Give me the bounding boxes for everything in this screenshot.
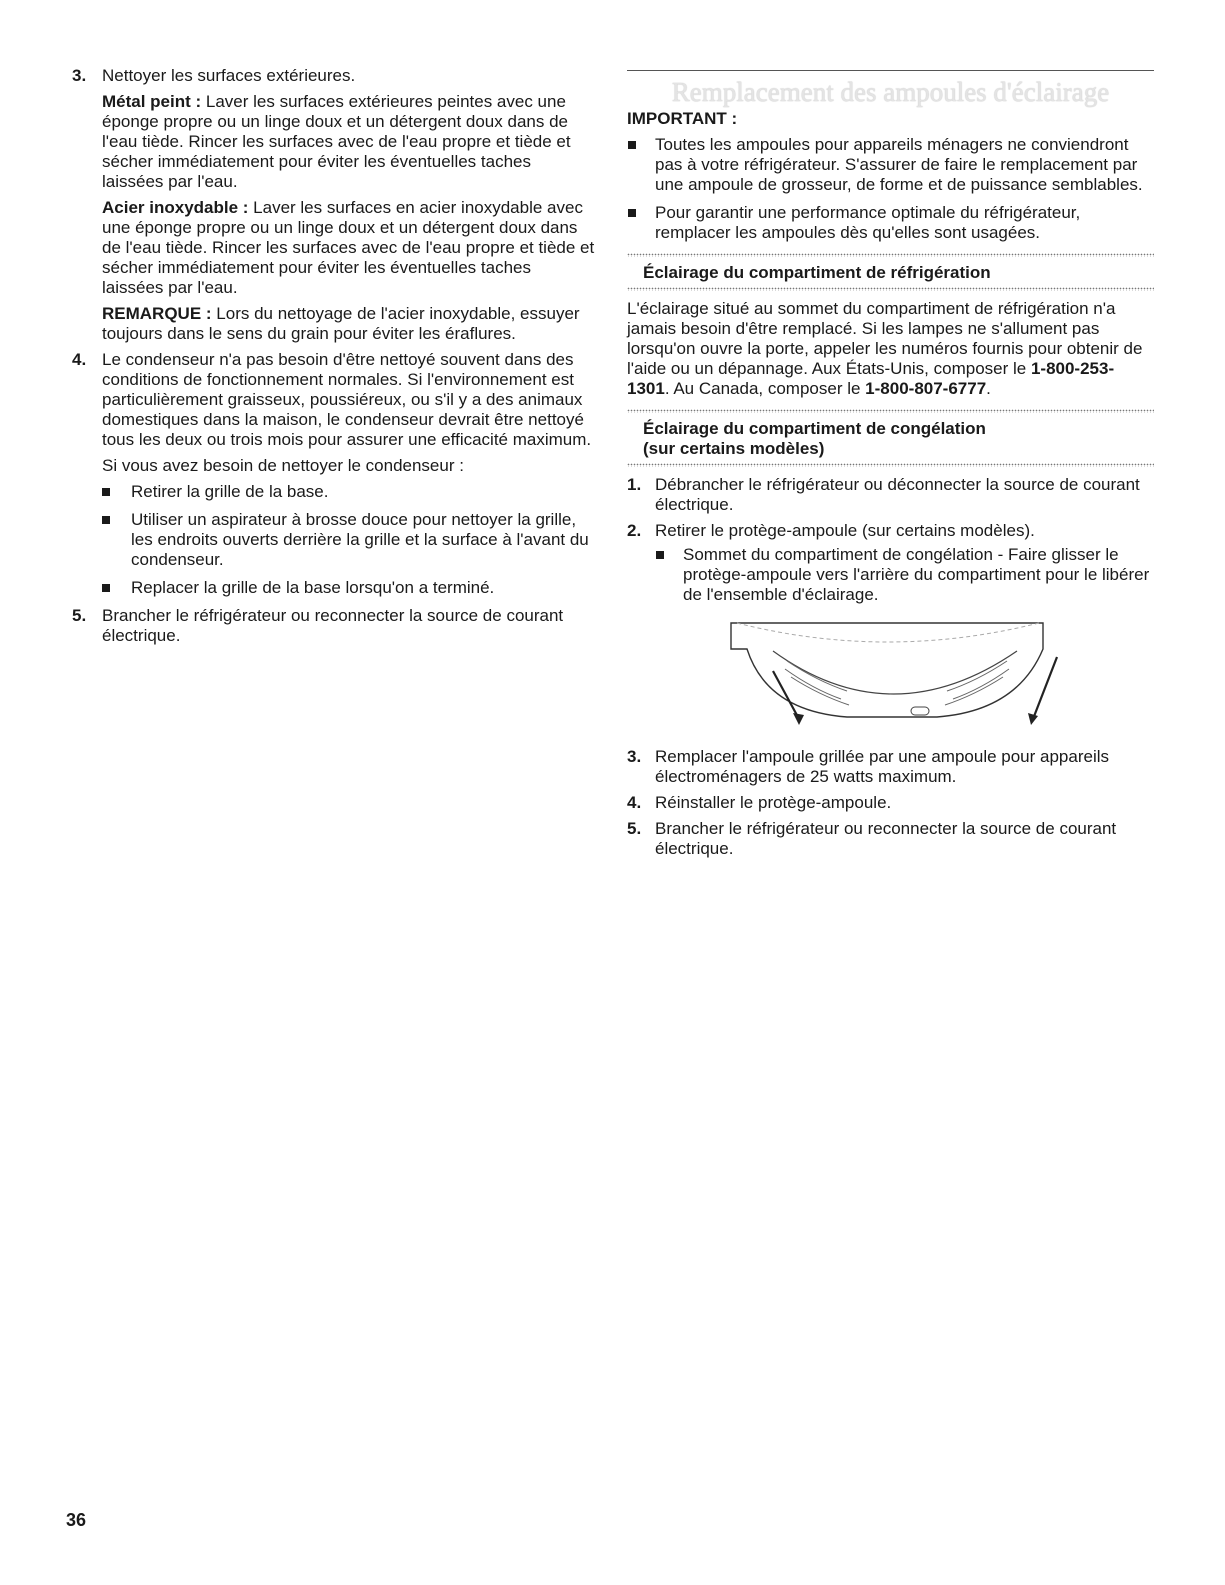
step-3 — [66, 66, 596, 344]
step-number: 1. — [627, 475, 642, 494]
important-label: IMPORTANT : — [627, 109, 738, 128]
dotted-divider — [627, 463, 1154, 467]
step-text: Remplacer l'ampoule grillée par une ampoule pour appareils électroménagers de 25 watts maximum. — [655, 747, 1110, 786]
left-column — [66, 66, 596, 652]
section-title: Remplacement des ampoules d'éclairage — [671, 77, 1110, 107]
bulb-steps — [627, 475, 1154, 859]
step-text: Retirer le protège-ampoule (sur certains modèles). — [655, 521, 1035, 540]
list-item-text: Toutes les ampoules pour appareils ménagers ne conviendront pas à votre réfrigérateur. S'assurer de faire le remplacement par une ampoule de grosseur, de forme et de puissance semblables. — [655, 135, 1143, 194]
important-bullets — [627, 135, 1154, 243]
list-item — [102, 510, 596, 570]
step-2 — [627, 521, 1154, 729]
step-1 — [627, 475, 1154, 515]
dotted-divider — [627, 253, 1154, 257]
step-5 — [66, 606, 596, 646]
square-bullet-icon — [102, 488, 110, 496]
list-item — [102, 578, 596, 598]
square-bullet-icon — [628, 209, 636, 217]
list-item — [627, 203, 1154, 243]
fridge-text: . Au Canada, composer le — [664, 379, 866, 398]
stainless-paragraph — [102, 198, 596, 298]
step-subtext: Si vous avez besoin de nettoyer le condenseur : — [102, 456, 464, 475]
painted-metal-label: Métal peint : — [102, 92, 202, 111]
painted-metal-paragraph — [102, 92, 596, 192]
step-number: 4. — [72, 350, 87, 369]
page-number: 36 — [66, 1510, 87, 1530]
list-item-text: Sommet du compartiment de congélation - Faire glisser le protège-ampoule vers l'arrière du compartiment pour le libérer de l'ensemble d'éclairage. — [683, 545, 1150, 604]
step-text: Nettoyer les surfaces extérieures. — [102, 66, 356, 85]
step-4 — [66, 350, 596, 598]
step-number: 3. — [627, 747, 642, 766]
step-text: Réinstaller le protège-ampoule. — [655, 793, 892, 812]
list-item — [102, 482, 596, 502]
dotted-divider — [627, 287, 1154, 291]
condenser-bullets — [102, 482, 596, 598]
phone-canada: 1-800-807-6777 — [865, 379, 987, 398]
step-number: 4. — [627, 793, 642, 812]
list-item-text: Pour garantir une performance optimale du réfrigérateur, remplacer les ampoules dès qu'elles sont usagées. — [655, 203, 1081, 242]
list-item-text: Utiliser un aspirateur à brosse douce pour nettoyer la grille, les endroits ouverts derrière la grille et la surface à l'avant du condenseur. — [131, 510, 589, 569]
bulb-cover-illustration — [727, 619, 1063, 729]
stainless-label: Acier inoxydable : — [102, 198, 249, 217]
step-4 — [627, 793, 1154, 813]
note-text: Lors du nettoyage de l'acier inoxydable, essuyer toujours dans le sens du grain pour éviter les éraflures. — [102, 304, 580, 343]
square-bullet-icon — [628, 141, 636, 149]
freezer-light-heading: Éclairage du compartiment de congélation — [643, 419, 986, 438]
freezer-light-subheading: (sur certains modèles) — [643, 439, 825, 458]
step-text: Le condenseur n'a pas besoin d'être nettoyé souvent dans des conditions de fonctionnement normales. Si l'environnement est particulièrement graisseux, poussiéreux, ou s'il y a des animaux domestiques dans la maison, le condenseur devrait être nettoyé tous les deux ou trois mois pour assurer une efficacité maximum. — [102, 350, 592, 449]
square-bullet-icon — [656, 551, 664, 559]
step-text: Débrancher le réfrigérateur ou déconnecter la source de courant électrique. — [655, 475, 1140, 514]
light-cover-diagram — [727, 619, 1063, 729]
dotted-divider — [627, 409, 1154, 413]
list-item — [627, 135, 1154, 195]
step-5 — [627, 819, 1154, 859]
stainless-text: Laver les surfaces en acier inoxydable avec une éponge propre ou un linge doux et un détergent doux dans de l'eau tiède. Rincer les surfaces avec de l'eau propre et tiède et sécher immédiatement pour éviter les éventuelles taches laissées par l'eau. — [102, 198, 595, 297]
section-rule — [627, 70, 1154, 71]
cleaning-steps — [66, 66, 596, 646]
phone-us: 1-800-253-1301 — [627, 359, 1115, 398]
square-bullet-icon — [102, 516, 110, 524]
fridge-light-paragraph — [627, 299, 1154, 399]
step-number: 3. — [72, 66, 87, 85]
step-text: Brancher le réfrigérateur ou reconnecter la source de courant électrique. — [655, 819, 1117, 858]
step-text: Brancher le réfrigérateur ou reconnecter la source de courant électrique. — [102, 606, 564, 645]
fridge-light-heading: Éclairage du compartiment de réfrigération — [643, 263, 991, 282]
list-item-text: Retirer la grille de la base. — [131, 482, 329, 501]
note-label: REMARQUE : — [102, 304, 212, 323]
square-bullet-icon — [102, 584, 110, 592]
step-2-bullets — [655, 545, 1154, 605]
step-number: 5. — [72, 606, 87, 625]
list-item — [655, 545, 1154, 605]
fridge-text: L'éclairage situé au sommet du compartiment de réfrigération n'a jamais besoin d'être remplacé. Si les lampes ne s'allument pas lorsqu'on ouvre la porte, appeler les numéros fournis pour obtenir de l'aide ou un dépannage. Aux États-Unis, composer le — [627, 299, 1143, 378]
step-number: 2. — [627, 521, 642, 540]
fridge-text: . — [986, 379, 991, 398]
right-column — [627, 70, 1154, 865]
list-item-text: Replacer la grille de la base lorsqu'on a terminé. — [131, 578, 495, 597]
step-number: 5. — [627, 819, 642, 838]
note-paragraph — [102, 304, 596, 344]
painted-metal-text: Laver les surfaces extérieures peintes avec une éponge propre ou un linge doux et un détergent doux dans de l'eau tiède. Rincer les surfaces avec de l'eau propre et tiède et sécher immédiatement pour éviter les éventuelles taches laissées par l'eau. — [102, 92, 571, 191]
step-3 — [627, 747, 1154, 787]
